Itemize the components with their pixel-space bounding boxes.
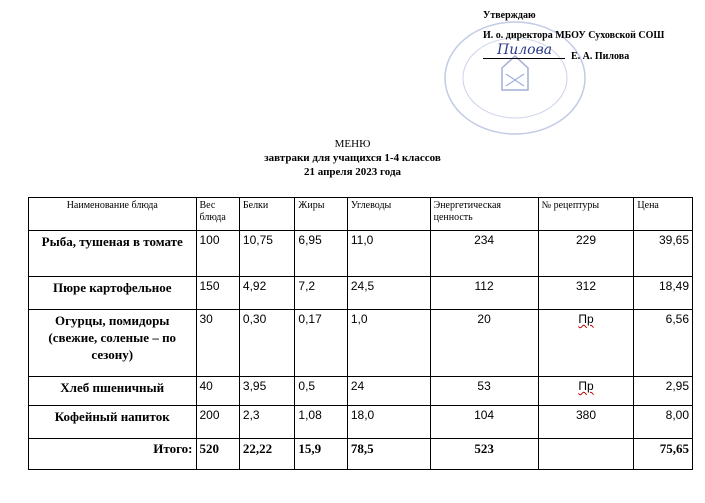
dish-carbs: 1,0 [347, 310, 430, 377]
col-header-fat: Жиры [295, 198, 347, 231]
dish-fat: 0,5 [295, 377, 347, 406]
dish-protein: 4,92 [239, 277, 295, 310]
signature [483, 42, 565, 59]
dish-price: 39,65 [634, 231, 693, 277]
dish-recipe: 380 [538, 406, 634, 439]
approval-title: Утверждаю [483, 10, 536, 21]
dish-price: 18,49 [634, 277, 693, 310]
table-row [29, 377, 693, 406]
table-row [29, 406, 693, 439]
menu-table [28, 197, 693, 470]
table-header-row [29, 198, 693, 231]
total-recipe-empty [538, 439, 634, 470]
col-header-energy: Энергетическая ценность [430, 198, 538, 231]
dish-energy: 53 [430, 377, 538, 406]
dish-fat: 0,17 [295, 310, 347, 377]
approval-name: Е. А. Пилова [571, 51, 630, 62]
dish-energy: 234 [430, 231, 538, 277]
dish-weight: 40 [196, 377, 239, 406]
menu-title: МЕНЮ [334, 138, 371, 150]
approval-signature-line [483, 42, 703, 67]
dish-name: Кофейный напиток [29, 406, 197, 439]
dish-weight: 200 [196, 406, 239, 439]
total-fat: 15,9 [295, 439, 347, 470]
total-weight: 520 [196, 439, 239, 470]
dish-fat: 7,2 [295, 277, 347, 310]
signature-handwriting: Пилова [497, 42, 553, 58]
dish-name: Хлеб пшеничный [29, 377, 197, 406]
total-carbs: 78,5 [347, 439, 430, 470]
total-row [29, 439, 693, 470]
dish-recipe: 229 [538, 231, 634, 277]
recipe-text: Пр [578, 312, 594, 326]
table-row [29, 310, 693, 377]
col-header-weight: Вес блюда [196, 198, 239, 231]
menu-date: 21 апреля 2023 года [303, 166, 402, 178]
dish-carbs: 18,0 [347, 406, 430, 439]
dish-energy: 20 [430, 310, 538, 377]
col-header-protein: Белки [239, 198, 295, 231]
dish-weight: 30 [196, 310, 239, 377]
dish-fat: 1,08 [295, 406, 347, 439]
dish-energy: 112 [430, 277, 538, 310]
col-header-recipe: № рецептуры [538, 198, 634, 231]
dish-fat: 6,95 [295, 231, 347, 277]
dish-recipe: 312 [538, 277, 634, 310]
dish-carbs: 24 [347, 377, 430, 406]
col-header-carbs: Углеводы [347, 198, 430, 231]
dish-weight: 150 [196, 277, 239, 310]
table-row [29, 231, 693, 277]
dish-price: 2,95 [634, 377, 693, 406]
col-header-price: Цена [634, 198, 693, 231]
dish-name: Огурцы, помидоры (свежие, соленые – по сезону) [29, 310, 197, 377]
dish-name: Пюре картофельное [29, 277, 197, 310]
dish-name: Рыба, тушеная в томате [29, 231, 197, 277]
approval-block [483, 6, 703, 67]
approval-position: И. о. директора МБОУ Суховской СОШ [483, 30, 665, 41]
dish-protein: 2,3 [239, 406, 295, 439]
dish-protein: 3,95 [239, 377, 295, 406]
table-row [29, 277, 693, 310]
total-energy: 523 [430, 439, 538, 470]
total-label: Итого: [29, 439, 197, 470]
dish-protein: 0,30 [239, 310, 295, 377]
total-protein: 22,22 [239, 439, 295, 470]
dish-price: 6,56 [634, 310, 693, 377]
col-header-name: Наименование блюда [29, 198, 197, 231]
menu-header [0, 137, 705, 179]
menu-subtitle: завтраки для учащихся 1-4 классов [264, 152, 441, 164]
dish-carbs: 24,5 [347, 277, 430, 310]
dish-protein: 10,75 [239, 231, 295, 277]
dish-recipe [538, 377, 634, 406]
dish-energy: 104 [430, 406, 538, 439]
dish-price: 8,00 [634, 406, 693, 439]
recipe-text: Пр [578, 379, 594, 393]
dish-recipe [538, 310, 634, 377]
dish-weight: 100 [196, 231, 239, 277]
total-price: 75,65 [634, 439, 693, 470]
dish-carbs: 11,0 [347, 231, 430, 277]
